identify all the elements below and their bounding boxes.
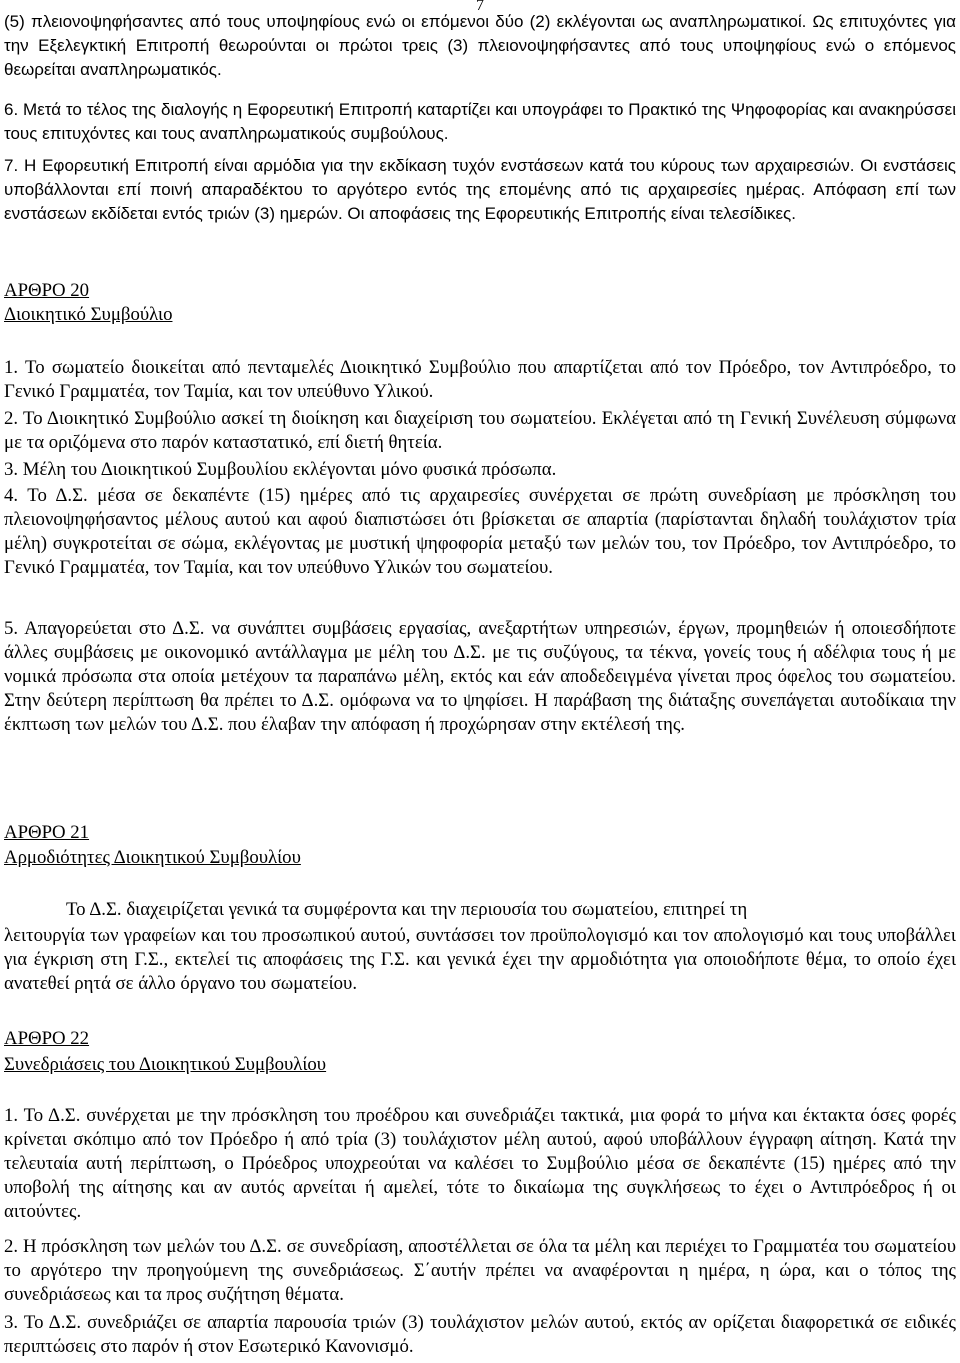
article-22-paragraph-1: 1. Το Δ.Σ. συνέρχεται με την πρόσκληση του προέδρου και συνεδριάζει τακτικά, μια φορά το μήνα και έκτακτα όσες φορές κρίνεται σκόπιμο από τον Πρόεδρο ή από τρία (3) τουλάχιστον μέλη αυτού, αφού υποβάλλουν έγγραφη αίτηση. Κατά την τελευταία αυτή περίπτωση, ο Πρόεδρος υποχρεούται να καλέσει το Συμβούλιο μέσα σε δεκαπέντε (15) ημέρες από την υποβολή της αίτησης και αν αυτός αρνείται ή αμελεί, τότε το δικαίωμα της συγκλήσεως το έχει ο Αντιπρόεδρος ή οι αιτούντες. — [4, 1105, 956, 1222]
article-22-paragraph-2: 2. Η πρόσκληση των μελών του Δ.Σ. σε συνεδρίαση, αποστέλλεται σε όλα τα μέλη και περιέχει το Γραμματέα του σωματείου το αργότερο την προηγούμενη της συνεδριάσεως. Σ΄αυτήν πρέπει να αναφέρονται η ημέρα, η ώρα, και ο τόπος της συνεδριάσεως και τα προς συζήτηση θέματα. — [4, 1236, 956, 1305]
article-21-paragraph-lead: Το Δ.Σ. διαχειρίζεται γενικά τα συμφέροντα και την περιουσία του σωματείου, επιτηρεί τη — [66, 899, 748, 920]
article-21-number: ΑΡΘΡΟ 21 — [4, 822, 90, 843]
paragraph-6-counting-report: 6. Μετά το τέλος της διαλογής η Εφορευτική Επιτροπή καταρτίζει και υπογράφει το Πρακτικό της Ψηφοφορίας και ανακηρύσσει τους επιτυχόντες και τους αναπληρωματικούς συμβούλους. — [4, 100, 956, 143]
article-20-paragraph-2: 2. Το Διοικητικό Συμβούλιο ασκεί τη διοίκηση και διαχείριση του σωματείου. Εκλέγεται από τη Γενική Συνέλευση σύμφωνα με τα οριζόμενα στο παρόν καταστατικό, επί διετή θητεία. — [4, 408, 956, 453]
paragraph-candidates-5: (5) πλειονοψηφήσαντες από τους υποψηφίους ενώ οι επόμενοι δύο (2) εκλέγονται ως αναπληρωματικοί. Ως επιτυχόντες για την Εξελεγκτική Επιτροπή θεωρούνται οι πρώτοι τρεις (3) πλειονοψηφήσαντες από τους υποψηφίους ενώ ο επόμενος θεωρείται αναπληρωματικός. — [4, 12, 956, 79]
page-number: 7 — [476, 0, 484, 14]
article-22-title: Συνεδριάσεις του Διοικητικού Συμβουλίου — [4, 1054, 327, 1075]
paragraph-7-objections: 7. Η Εφορευτική Επιτροπή είναι αρμόδια για την εκδίκαση τυχόν ενστάσεων κατά του κύρους των αρχαιρεσιών. Οι ενστάσεις υποβάλλονται επί ποινή απαραδέκτου το αργότερο εντός της επομένης από τις αρχαιρεσίες ημέρας. Απόφαση επί των ενστάσεων εκδίδεται εντός τριών (3) ημερών. Οι αποφάσεις της Εφορευτικής Επιτροπής είναι τελεσίδικες. — [4, 156, 956, 223]
article-20-number: ΑΡΘΡΟ 20 — [4, 280, 90, 301]
article-22-paragraph-3: 3. Το Δ.Σ. συνεδριάζει σε απαρτία παρουσία τριών (3) τουλάχιστον μελών αυτού, εκτός αν ορίζεται διαφορετικά σε ειδικές περιπτώσεις στο παρόν ή στον Εσωτερικό Κανονισμό. — [4, 1312, 956, 1357]
article-20-paragraph-3: 3. Μέλη του Διοικητικού Συμβουλίου εκλέγονται μόνο φυσικά πρόσωπα. — [4, 459, 557, 480]
article-20-paragraph-1: 1. Το σωματείο διοικείται από πενταμελές Διοικητικό Συμβούλιο που απαρτίζεται από τον Πρόεδρο, τον Αντιπρόεδρο, το Γενικό Γραμματέα, τον Ταμία, και τον υπεύθυνο Υλικού. — [4, 357, 956, 402]
article-21-title: Αρμοδιότητες Διοικητικού Συμβουλίου — [4, 847, 301, 868]
article-21-paragraph-body: λειτουργία των γραφείων και του προσωπικού αυτού, συντάσσει τον προϋπολογισμό και τον απολογισμό και τους υποβάλλει για έγκριση στη Γ.Σ., εκτελεί τις αποφάσεις της Γ.Σ. και γενικά έχει την αρμοδιότητα για οποιοδήποτε θέμα, το οποίο έχει ανατεθεί ρητά σε άλλο όργανο του σωματείου. — [4, 925, 956, 994]
article-22-number: ΑΡΘΡΟ 22 — [4, 1028, 90, 1049]
article-20-title: Διοικητικό Συμβούλιο — [4, 304, 173, 325]
article-20-paragraph-4: 4. Το Δ.Σ. μέσα σε δεκαπέντε (15) ημέρες από τις αρχαιρεσίες συνέρχεται σε πρώτη συνεδρίαση με πρόσκληση του πλειονοψηφήσαντος μέλους αυτού και αφού διαπιστώσει ότι βρίσκεται σε απαρτία (παρίστανται δηλαδή τουλάχιστον τρία μέλη) συγκροτείται σε σώμα, εκλέγοντας με μυστική ψηφοφορία μεταξύ των μελών του, τον Πρόεδρο, τον Αντιπρόεδρο, το Γενικό Γραμματέα, τον Ταμία, και τον υπεύθυνο Υλικών του σωματείου. — [4, 485, 956, 578]
article-20-paragraph-5: 5. Απαγορεύεται στο Δ.Σ. να συνάπτει συμβάσεις εργασίας, ανεξαρτήτων υπηρεσιών, έργων, προμηθειών ή οποιεσδήποτε άλλες συμβάσεις με οικονομικό αντάλλαγμα με μέλη του Δ.Σ. με τις συζύγους, τα τέκνα, γονείς τους ή αδέλφια τους ή με νομικά πρόσωπα στα οποία μετέχουν τα παραπάνω μέλη, εκτός και εάν αποδεδειγμένα γίνεται προς όφελος του σωματείου. Στην δεύτερη περίπτωση θα πρέπει το Δ.Σ. ομόφωνα να το ψηφίσει. Η παράβαση της διάταξης συνεπάγεται αυτοδίκαια την έκπτωση των μελών του Δ.Σ. που έλαβαν την απόφαση ή προχώρησαν στην εκτέλεσή της. — [4, 618, 956, 735]
